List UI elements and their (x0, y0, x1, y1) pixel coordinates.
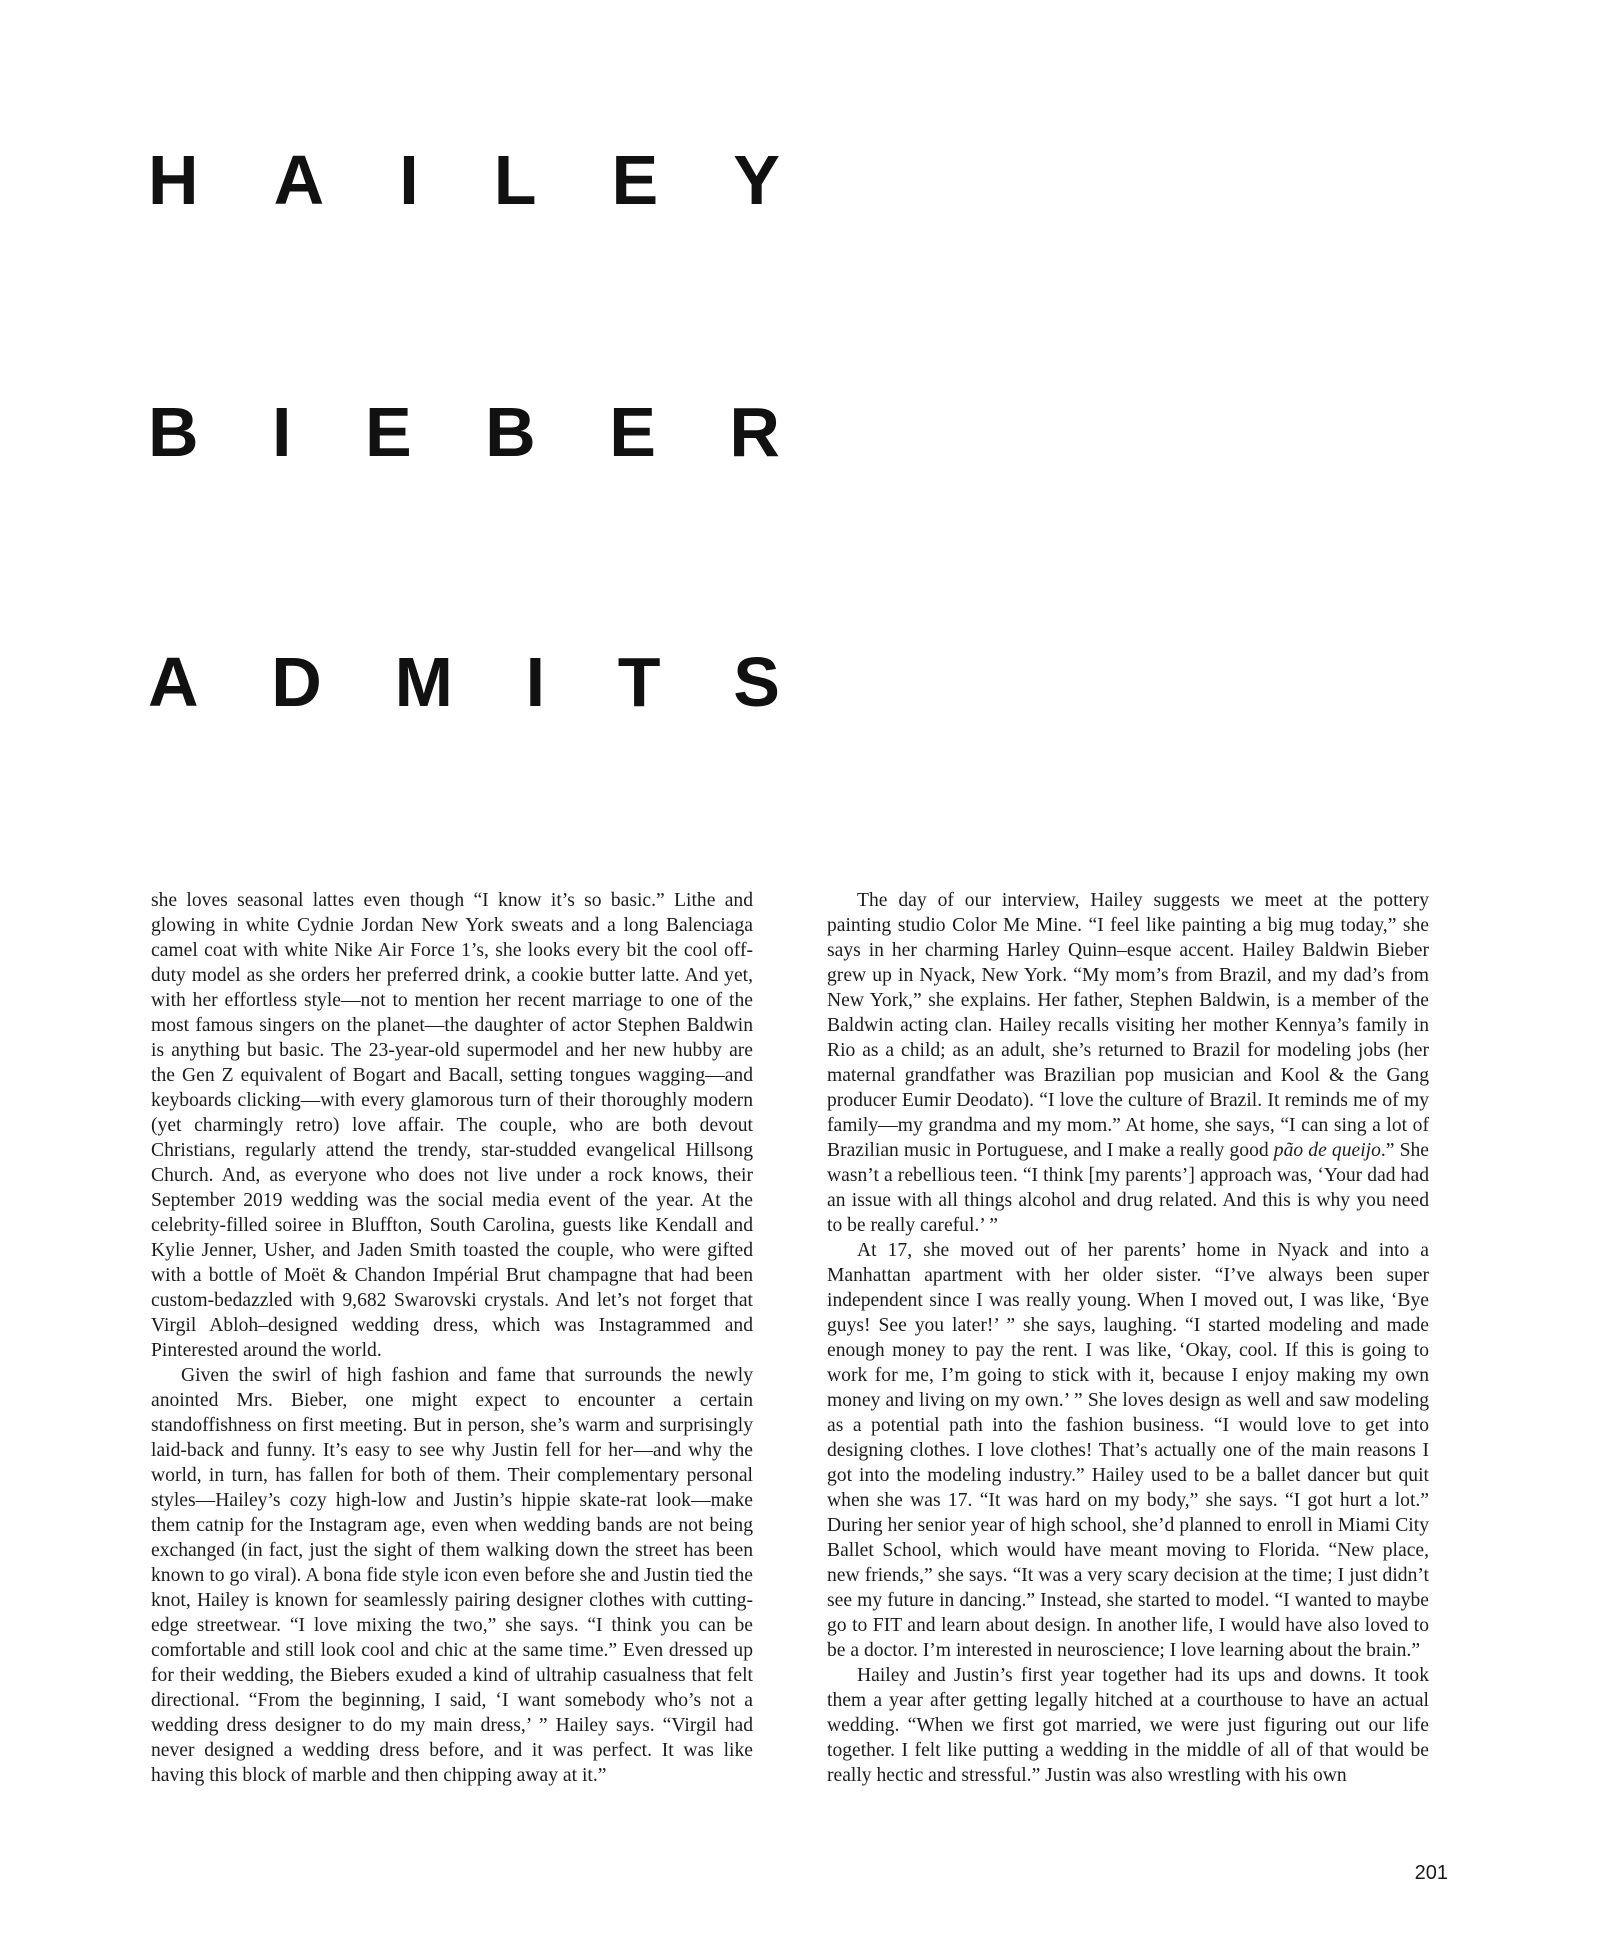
headline-letter: D (271, 643, 322, 721)
italic-phrase: pão de queijo (1273, 1140, 1381, 1161)
body-paragraph: she loves seasonal lattes even though “I know it’s so basic.” Lithe and glowing in white Cydnie Jordan New York sweats and a long Balenciaga camel coat with white Nike Air Force 1’s, she looks every bit the cool off-duty model as she orders her preferred drink, a cookie butter latte. And yet, with her effortless style—not to mention her recent marriage to one of the most famous singers on the planet—the daughter of actor Stephen Baldwin is anything but basic. The 23-year-old supermodel and her new hubby are the Gen Z equivalent of Bogart and Bacall, setting tongues wagging—and keyboards clicking—with every glamorous turn of their thoroughly modern (yet charmingly retro) love affair. The couple, who are both devout Christians, regularly attend the trendy, star-studded evangelical Hillsong Church. And, as everyone who does not live under a rock knows, their September 2019 wedding was the social media event of the year. At the celebrity-filled soiree in Bluffton, South Carolina, guests like Kendall and Kylie Jenner, Usher, and Jaden Smith toasted the couple, who were gifted with a bottle of Moët & Chandon Impérial Brut champagne that had been custom-bedazzled with 9,682 Swarovski crystals. And let’s not forget that Virgil Abloh–designed wedding dress, which was Instagrammed and Pinterested around the world. (151, 890, 753, 1361)
headline-letter: L (493, 141, 537, 219)
body-column-left (151, 888, 753, 1788)
headline-letter: E (611, 141, 659, 219)
page-number: 201 (1414, 1862, 1448, 1884)
headline-letter: S (733, 643, 780, 721)
headline-letter: T (617, 643, 661, 721)
headline-letter: I (272, 393, 292, 471)
headline-letter: M (394, 643, 453, 721)
body-paragraph: At 17, she moved out of her parents’ home in Nyack and into a Manhattan apartment with her older sister. “I’ve always been super independent since I was really young. When I moved out, I was like, ‘Bye guys! See you later!’ ” she says, laughing. “I started modeling and made enough money to pay the rent. I was like, ‘Okay, cool. If this is going to work for me, I’m going to stick with it, because I enjoy making my own money and living on my own.’ ” She loves design as well and saw modeling as a potential path into the fashion business. “I would love to get into designing clothes. I love clothes! That’s actually one of the main reasons I got into the modeling industry.” Hailey used to be a ballet dancer but quit when she was 17. “It was hard on my body,” she says. “I got hurt a lot.” During her senior year of high school, she’d planned to enroll in Miami City Ballet School, which would have meant moving to Florida. “New place, new friends,” she says. “It was a very scary decision at the time; I just didn’t see my future in dancing.” Instead, she started to model. “I wanted to maybe go to FIT and learn about design. In another life, I would have also loved to be a doctor. I’m interested in neuroscience; I love learning about the brain.” (827, 1240, 1429, 1661)
body-column-right (827, 888, 1429, 1788)
headline-letter: E (609, 393, 656, 471)
headline-letter: R (729, 393, 780, 471)
headline-line-admits (148, 642, 780, 722)
headline-letter: H (148, 141, 199, 219)
body-paragraph: The day of our interview, Hailey suggests we meet at the pottery painting studio Color Me Mine. “I feel like painting a big mug today,” she says in her charming Harley Quinn–esque accent. Hailey Baldwin Bieber grew up in Nyack, New York. “My mom’s from Brazil, and my dad’s from New York,” she explains. Her father, Stephen Baldwin, is a member of the Baldwin acting clan. Hailey recalls visiting her mother Kennya’s family in Rio as a child; as an adult, she’s returned to Brazil for modeling jobs (her maternal grandfather was Brazilian pop musician and Kool & the Gang producer Eumir Deodato). “I love the culture of Brazil. It reminds me of my family—my grandma and my mom.” At home, she says, “I can sing a lot of Brazilian music in Portuguese, and I make a really good pão de queijo.” She wasn’t a rebellious teen. “I think [my parents’] approach was, ‘Your dad had an issue with all things alcohol and drug related. And this is why you need to be really careful.’ ” (827, 890, 1429, 1236)
headline-line-hailey (148, 140, 780, 220)
headline-letter: E (364, 393, 412, 471)
headline-letter: B (148, 393, 199, 471)
headline-letter: A (273, 141, 325, 219)
headline-line-bieber (148, 392, 780, 472)
headline-letter: A (148, 643, 199, 721)
headline-letter: B (485, 393, 536, 471)
headline-letter: I (525, 643, 546, 721)
body-paragraph: Given the swirl of high fashion and fame that surrounds the newly anointed Mrs. Bieber, one might expect to encounter a certain standoffishness on first meeting. But in person, she’s warm and surprisingly laid-back and funny. It’s easy to see why Justin fell for her—and why the world, in turn, has fallen for both of them. Their complementary personal styles—Hailey’s cozy high-low and Justin’s hippie skate-rat look—make them catnip for the Instagram age, even when wedding bands are not being exchanged (in fact, just the sight of them walking down the street has been known to go viral). A bona fide style icon even before she and Justin tied the knot, Hailey is known for seamlessly pairing designer clothes with cutting-edge streetwear. “I love mixing the two,” she says. “I think you can be comfortable and still look cool and chic at the same time.” Even dressed up for their wedding, the Biebers exuded a kind of ultrahip casualness that felt directional. “From the beginning, I said, ‘I want somebody who’s not a wedding dress designer to do my main dress,’ ” Hailey says. “Virgil had never designed a wedding dress before, and it was perfect. It was like having this block of marble and then chipping away at it.” (151, 1365, 753, 1786)
body-paragraph: Hailey and Justin’s first year together had its ups and downs. It took them a year after getting legally hitched at a courthouse to have an actual wedding. “When we first got married, we were just figuring out our life together. I felt like putting a wedding in the middle of all of that would be really hectic and stressful.” Justin was also wrestling with his own (827, 1665, 1429, 1786)
headline-letter: Y (733, 141, 780, 219)
headline-letter: I (399, 141, 419, 219)
